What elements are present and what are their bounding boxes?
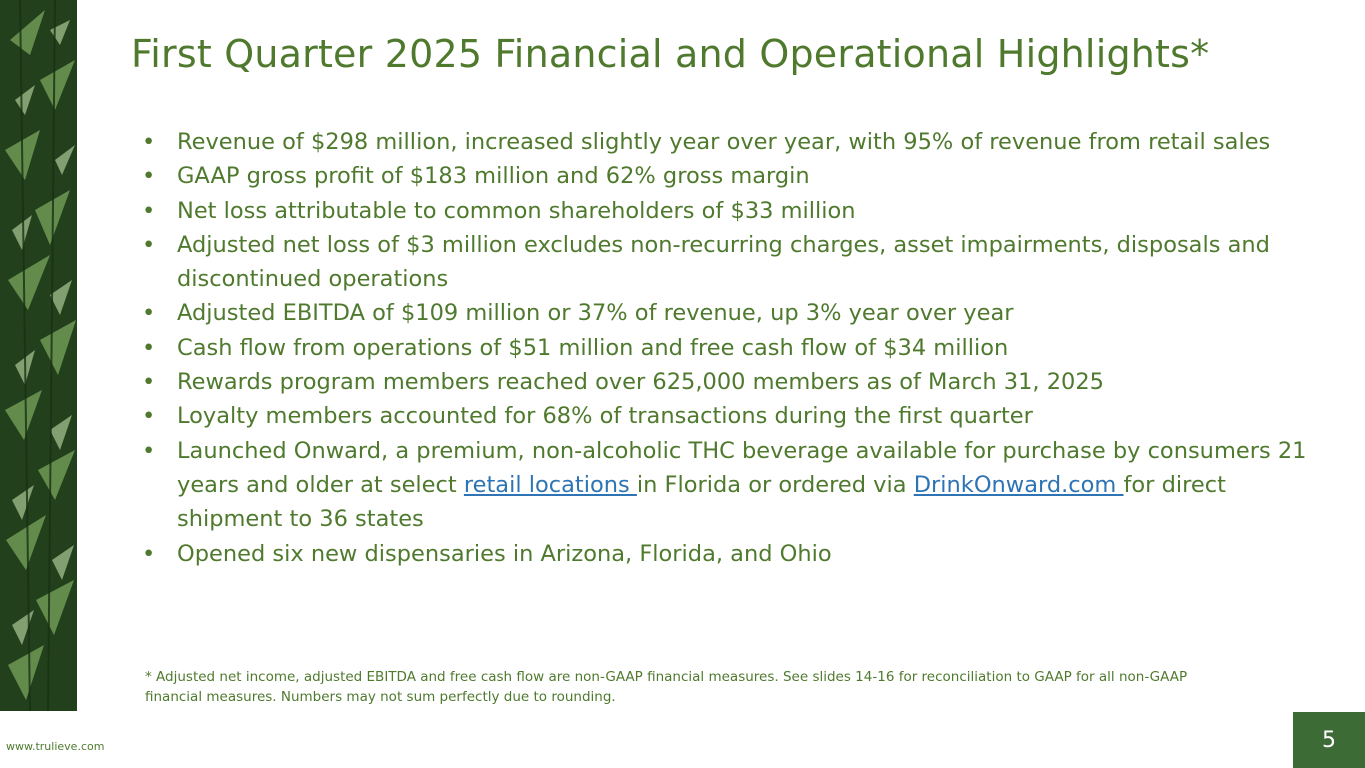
bullet-icon: • (142, 540, 156, 567)
list-item: • Revenue of $298 million, increased slightly year over year, with 95% of revenue from retail sales (140, 125, 1310, 159)
bullet-icon: • (142, 231, 156, 258)
slide-title: First Quarter 2025 Financial and Operational Highlights* (131, 32, 1210, 76)
list-item: • Loyalty members accounted for 68% of transactions during the first quarter (140, 399, 1310, 433)
list-item: • GAAP gross profit of $183 million and 62% gross margin (140, 159, 1310, 193)
list-item: • Cash flow from operations of $51 million and free cash flow of $34 million (140, 331, 1310, 365)
bullet-icon: • (142, 300, 156, 327)
list-item: • Net loss attributable to common shareholders of $33 million (140, 194, 1310, 228)
bullet-icon: • (142, 403, 156, 430)
bullet-icon: • (142, 163, 156, 190)
list-item: • Opened six new dispensaries in Arizona, Florida, and Ohio (140, 537, 1310, 571)
footnote: * Adjusted net income, adjusted EBITDA and free cash flow are non-GAAP financial measures. See slides 14-16 for reconciliation to GAAP for all non-GAAP financial measures. Numbers may not sum perfectly due to rounding. (145, 669, 1188, 705)
retail-locations-link[interactable]: retail locations (463, 471, 637, 498)
website-url: www.trulieve.com (6, 740, 105, 753)
drinkonward-link[interactable]: DrinkOnward.com (913, 471, 1124, 498)
leaf-pattern (0, 0, 77, 711)
list-item: • Rewards program members reached over 625,000 members as of March 31, 2025 (140, 365, 1310, 399)
list-item: • Launched Onward, a premium, non-alcoholic THC beverage available for purchase by consumers 21 years and older at select retail locations in Florida or ordered via DrinkOnward.com for direct shipment to 36 states (140, 434, 1310, 537)
page-number: 5 (1322, 727, 1336, 753)
bullet-icon: • (142, 197, 156, 224)
bullet-icon: • (142, 369, 156, 396)
bullet-icon: • (142, 334, 156, 361)
page-number-badge (1293, 712, 1365, 768)
bullet-icon: • (142, 437, 156, 464)
bullet-icon: • (142, 129, 156, 155)
list-item: • Adjusted EBITDA of $109 million or 37% of revenue, up 3% year over year (140, 296, 1310, 330)
highlights-list (140, 125, 1310, 571)
cannabis-leaf-image (0, 0, 77, 711)
list-item: • Adjusted net loss of $3 million excludes non-recurring charges, asset impairments, disposals and discontinued operations (140, 228, 1310, 297)
